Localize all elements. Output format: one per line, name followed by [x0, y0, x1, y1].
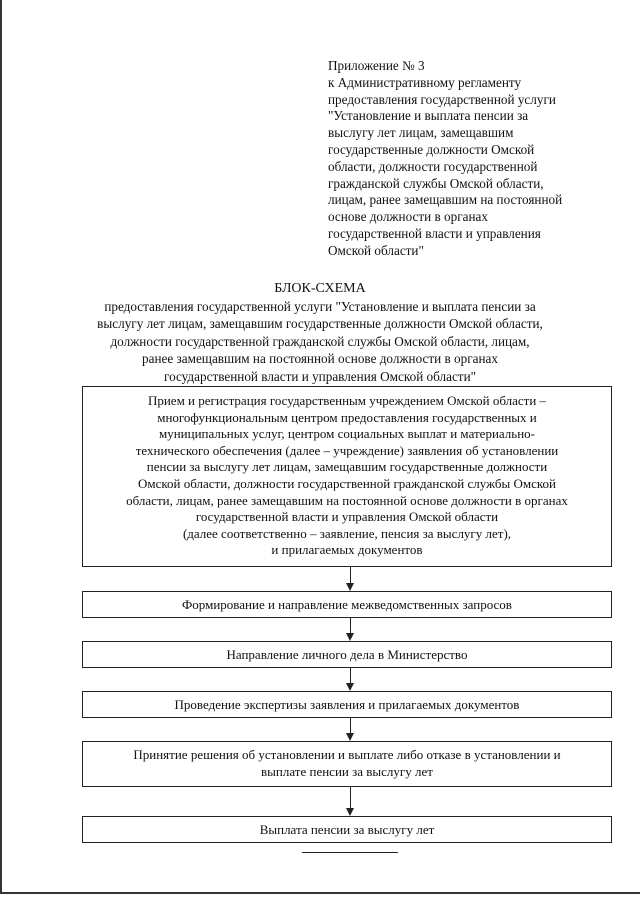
step-box-expertise: Проведение экспертизы заявления и прилагаемых документов [82, 691, 612, 718]
appendix-line: Приложение № 3 [328, 58, 425, 73]
appendix-line: государственной власти и управления [328, 225, 541, 241]
step-line: пенсии за выслугу лет лицам, замещавшим государственные должности [146, 459, 548, 475]
flow-arrow-down [346, 668, 356, 691]
flow-arrow-down [346, 567, 356, 591]
step-box-reception [82, 386, 612, 567]
appendix-line: государственные должности Омской [328, 141, 535, 157]
step-box-decision [82, 741, 612, 787]
appendix-line: основе должности в органах [328, 209, 488, 225]
step-line: и прилагаемых документов [271, 542, 423, 558]
subtitle-line: ранее замещавшим на постоянной основе должности в органах [142, 351, 498, 367]
appendix-line: "Установление и выплата пенсии за [328, 108, 529, 124]
subtitle-line: должности государственной гражданской службы Омской области, лицам, [110, 333, 530, 349]
appendix-line: к Административному регламенту [328, 74, 522, 90]
step-line: области, лицам, ранее замещавшим на постоянной основе должности в органах [126, 492, 568, 508]
step-line: Омской области, должности государственной гражданской службы Омской [137, 475, 556, 491]
subtitle-line: выслугу лет лицам, замещавшим государственные должности Омской области, [97, 316, 543, 332]
page-edge-bottom [0, 892, 640, 894]
step-box-requests: Формирование и направление межведомственных запросов [82, 591, 612, 618]
scheme-subtitle [60, 298, 580, 385]
step-box-personal-file: Направление личного дела в Министерство [82, 641, 612, 668]
appendix-line: области, должности государственной [328, 158, 538, 174]
step-line: (далее соответственно – заявление, пенсия за выслугу лет), [182, 525, 512, 541]
appendix-line: гражданской службы Омской области, [328, 175, 544, 191]
end-rule [302, 852, 398, 853]
step-line: муниципальных услуг, центром социальных выплат и материально- [158, 426, 535, 442]
step-line: Принятие решения об установлении и выплате либо отказе в установлении и [133, 747, 561, 762]
flow-arrow-down [346, 618, 356, 641]
appendix-line: выслугу лет лицам, замещавшим [328, 125, 514, 141]
page-edge-left [0, 0, 2, 892]
scheme-title: БЛОК-СХЕМА [274, 281, 366, 296]
appendix-line: лицам, ранее замещавшим на постоянной [328, 192, 563, 208]
appendix-header [328, 58, 618, 260]
subtitle-line: государственной власти и управления Омской области" [163, 368, 477, 384]
step-box-payment: Выплата пенсии за выслугу лет [82, 816, 612, 843]
flow-arrow-down [346, 718, 356, 741]
subtitle-line: предоставления государственной услуги "Установление и выплата пенсии за [104, 299, 536, 314]
flow-arrow-down [346, 787, 356, 816]
step-line: Прием и регистрация государственным учреждением Омской области – [147, 393, 547, 408]
step-line: выплате пенсии за выслугу лет [261, 763, 433, 779]
appendix-line: Омской области" [328, 242, 424, 258]
step-line: государственной власти и управления Омской области [195, 509, 499, 525]
step-line: многофункциональным центром предоставления государственных и [157, 409, 537, 425]
appendix-line: предоставления государственной услуги [328, 91, 556, 107]
step-line: технического обеспечения (далее – учреждение) заявления об установлении [135, 442, 559, 458]
